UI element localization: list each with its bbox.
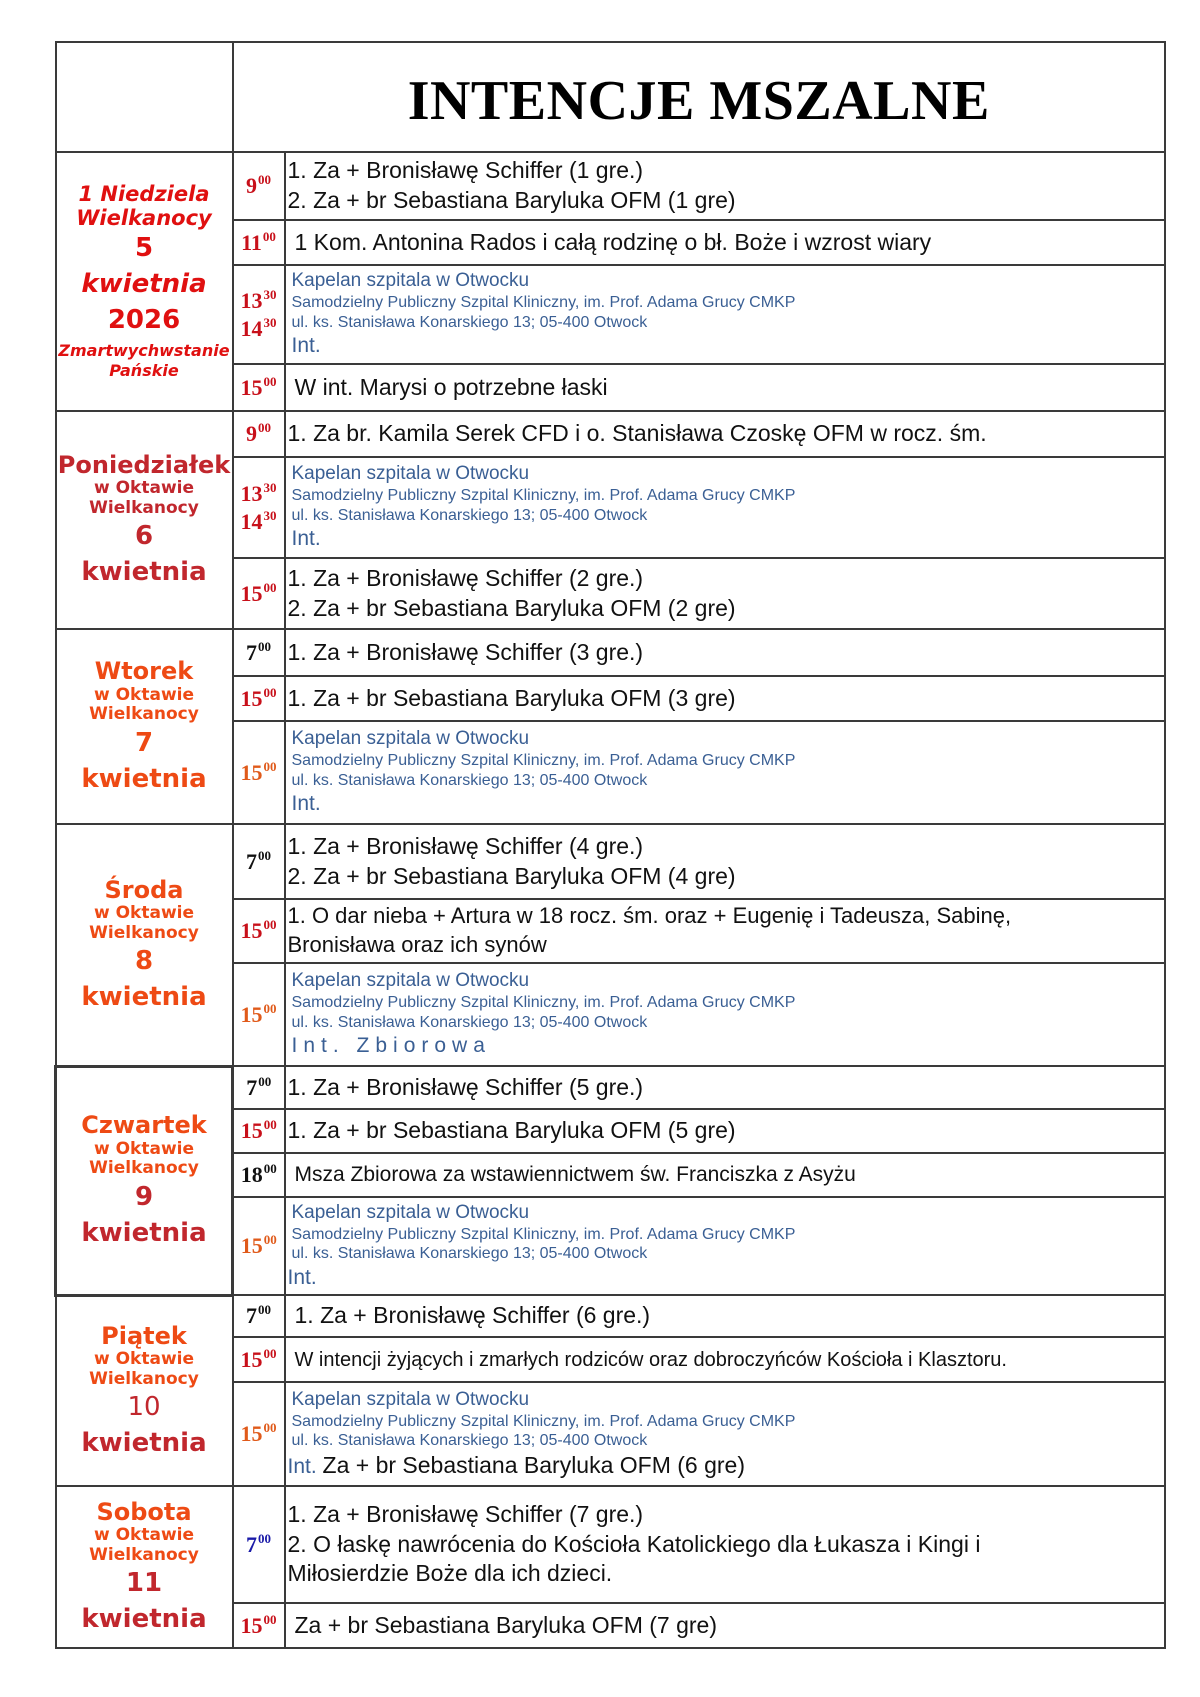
mass-row: [56, 1486, 1166, 1603]
mass-row: [56, 411, 1166, 457]
day-month: kwietnia: [81, 982, 207, 1013]
page-title: INTENCJE MSZALNE: [407, 70, 990, 132]
mass-time: $9^{00}$: [233, 152, 285, 220]
day-month: kwietnia: [81, 1217, 207, 1248]
day-month: kwietnia: [81, 1604, 207, 1635]
header-blank-cell: [56, 42, 233, 152]
mass-time: $11^{00}$: [233, 220, 285, 265]
day-year: 2026: [107, 305, 181, 336]
mass-row: [56, 629, 1166, 676]
chaplain-block: Kapelan szpitala w Otwocku Samodzielny Publiczny Szpital Kliniczny, im. Prof. Adama Grucy CMKP ul. ks. Stanisława Konarskiego 13; 05-400 Otwock Int.: [285, 1197, 1166, 1295]
mass-time: $15^{00}$: [233, 963, 285, 1066]
day-name: Poniedziałek: [57, 450, 231, 479]
intention-text: 1. Za br. Kamila Serek CFD i o. Stanisława Czoskę OFM w rocz. śm.: [285, 411, 1166, 457]
day-name: Czwartek: [81, 1111, 207, 1140]
feast-name-2: Pańskie: [109, 361, 179, 381]
day-subtitle: w Oktawie: [93, 478, 195, 499]
mass-time: $15^{00}$: [233, 1603, 285, 1648]
mass-time: $7^{00}$: [233, 1295, 285, 1337]
mass-time: $9^{00}$: [233, 411, 285, 457]
mass-row: [56, 824, 1166, 899]
day-cell-tuesday: [56, 629, 233, 824]
intention-text: 1. Za + Bronisławę Schiffer (5 gre.): [285, 1066, 1166, 1109]
day-cell-monday: [56, 411, 233, 629]
day-cell-sunday: [56, 152, 233, 411]
mass-time: $15^{00}$: [233, 721, 285, 824]
mass-time: $15^{00}$: [233, 899, 285, 963]
intention-text: 1. Za + Bronisławę Schiffer (1 gre.) 2. Za + br Sebastiana Baryluka OFM (1 gre): [285, 152, 1166, 220]
chaplain-block: Kapelan szpitala w Otwocku Samodzielny Publiczny Szpital Kliniczny, im. Prof. Adama Grucy CMKP ul. ks. Stanisława Konarskiego 13; 05-400 Otwock Int. Zbiorowa: [285, 963, 1166, 1066]
mass-time: $15^{00}$: [233, 1337, 285, 1382]
day-number: 10: [127, 1392, 161, 1423]
mass-time: $15^{00}$: [233, 1109, 285, 1153]
mass-time: $13^{30}$ $14^{30}$: [233, 265, 285, 364]
mass-time: $7^{00}$: [233, 629, 285, 676]
day-name: Wtorek: [94, 657, 194, 686]
mass-intentions-table: [54, 41, 1166, 1649]
title-cell: [233, 42, 1166, 152]
intention-text: 1 Kom. Antonina Rados i całą rodzinę o bł. Boże i wzrost wiary: [285, 220, 1166, 265]
intention-text: 1. Za + Bronisławę Schiffer (7 gre.) 2. O łaskę nawrócenia do Kościoła Katolickiego dla Łukasza i Kingi i Miłosierdzie Boże dla ich dzieci.: [285, 1486, 1166, 1603]
chaplain-block: Kapelan szpitala w Otwocku Samodzielny Publiczny Szpital Kliniczny, im. Prof. Adama Grucy CMKP ul. ks. Stanisława Konarskiego 13; 05-400 Otwock Int.: [285, 721, 1166, 824]
day-number: 7: [134, 727, 154, 758]
day-number: 5: [134, 233, 154, 264]
chaplain-block: Kapelan szpitala w Otwocku Samodzielny Publiczny Szpital Kliniczny, im. Prof. Adama Grucy CMKP ul. ks. Stanisława Konarskiego 13; 05-400 Otwock Int.: [285, 457, 1166, 558]
day-number: 11: [125, 1568, 163, 1599]
day-subtitle-2: Wielkanocy: [89, 1368, 199, 1389]
day-name: Piątek: [101, 1321, 187, 1350]
day-subtitle: w Oktawie: [93, 684, 195, 705]
day-number: 6: [134, 521, 154, 552]
day-name: 1 Niedziela: [78, 182, 210, 207]
mass-time: $15^{00}$: [233, 364, 285, 411]
intention-text: 1. Za + Bronisławę Schiffer (3 gre.): [285, 629, 1166, 676]
mass-row: [56, 1066, 1166, 1109]
day-name: Środa: [104, 875, 184, 904]
day-subtitle-2: Wielkanocy: [89, 1158, 199, 1179]
mass-time: $7^{00}$: [233, 824, 285, 899]
mass-time: $13^{30}$ $14^{30}$: [233, 457, 285, 558]
day-subtitle: Wielkanocy: [76, 206, 212, 231]
intention-text: 1. Za + Bronisławę Schiffer (2 gre.) 2. Za + br Sebastiana Baryluka OFM (2 gre): [285, 558, 1166, 629]
intention-text: W intencji żyjących i zmarłych rodziców oraz dobroczyńców Kościoła i Klasztoru.: [285, 1337, 1166, 1382]
mass-time: $7^{00}$: [233, 1486, 285, 1603]
intention-text: 1. Za + br Sebastiana Baryluka OFM (3 gre): [285, 676, 1166, 721]
intention-text: 1. Za + br Sebastiana Baryluka OFM (5 gre): [285, 1109, 1166, 1153]
day-month: kwietnia: [81, 557, 207, 588]
day-subtitle: w Oktawie: [93, 1138, 195, 1159]
mass-time: $15^{00}$: [233, 1382, 285, 1486]
intention-text: Za + br Sebastiana Baryluka OFM (7 gre): [285, 1603, 1166, 1648]
mass-time: $7^{00}$: [233, 1066, 285, 1109]
intention-text: Msza Zbiorowa za wstawiennictwem św. Franciszka z Asyżu: [285, 1153, 1166, 1197]
day-cell-saturday: [56, 1486, 233, 1648]
day-month: kwietnia: [81, 269, 207, 300]
chaplain-block: Kapelan szpitala w Otwocku Samodzielny Publiczny Szpital Kliniczny, im. Prof. Adama Grucy CMKP ul. ks. Stanisława Konarskiego 13; 05-400 Otwock Int. Za + br Sebastiana Baryluka OFM (6 gre): [285, 1382, 1166, 1486]
intention-text: 1. Za + Bronisławę Schiffer (6 gre.): [285, 1295, 1166, 1337]
day-number: 9: [134, 1181, 154, 1212]
day-subtitle-2: Wielkanocy: [89, 704, 199, 725]
day-month: kwietnia: [81, 763, 207, 794]
mass-row: [56, 152, 1166, 220]
intention-text: W int. Marysi o potrzebne łaski: [285, 364, 1166, 411]
mass-time: $15^{00}$: [233, 558, 285, 629]
header-row: [56, 42, 1166, 152]
mass-time: $18^{00}$: [233, 1153, 285, 1197]
day-number: 8: [134, 946, 154, 977]
mass-time: $15^{00}$: [233, 1197, 285, 1295]
day-subtitle-2: Wielkanocy: [89, 1544, 199, 1565]
day-subtitle: w Oktawie: [93, 903, 195, 924]
day-name: Sobota: [96, 1497, 192, 1526]
chaplain-block: Kapelan szpitala w Otwocku Samodzielny Publiczny Szpital Kliniczny, im. Prof. Adama Grucy CMKP ul. ks. Stanisława Konarskiego 13; 05-400 Otwock Int.: [285, 265, 1166, 364]
day-subtitle: w Oktawie: [93, 1349, 195, 1370]
day-cell-friday: [56, 1295, 233, 1486]
feast-name: Zmartwychwstanie: [58, 341, 230, 361]
day-subtitle-2: Wielkanocy: [89, 497, 199, 518]
mass-time: $15^{00}$: [233, 676, 285, 721]
mass-row: [56, 1295, 1166, 1337]
intention-text: 1. O dar nieba + Artura w 18 rocz. śm. oraz + Eugenię i Tadeusza, Sabinę, Bronisława oraz ich synów: [285, 899, 1166, 963]
day-cell-thursday: [56, 1066, 233, 1295]
day-subtitle-2: Wielkanocy: [89, 922, 199, 943]
intention-text: 1. Za + Bronisławę Schiffer (4 gre.) 2. Za + br Sebastiana Baryluka OFM (4 gre): [285, 824, 1166, 899]
day-month: kwietnia: [81, 1428, 207, 1459]
day-subtitle: w Oktawie: [93, 1525, 195, 1546]
day-cell-wednesday: [56, 824, 233, 1066]
